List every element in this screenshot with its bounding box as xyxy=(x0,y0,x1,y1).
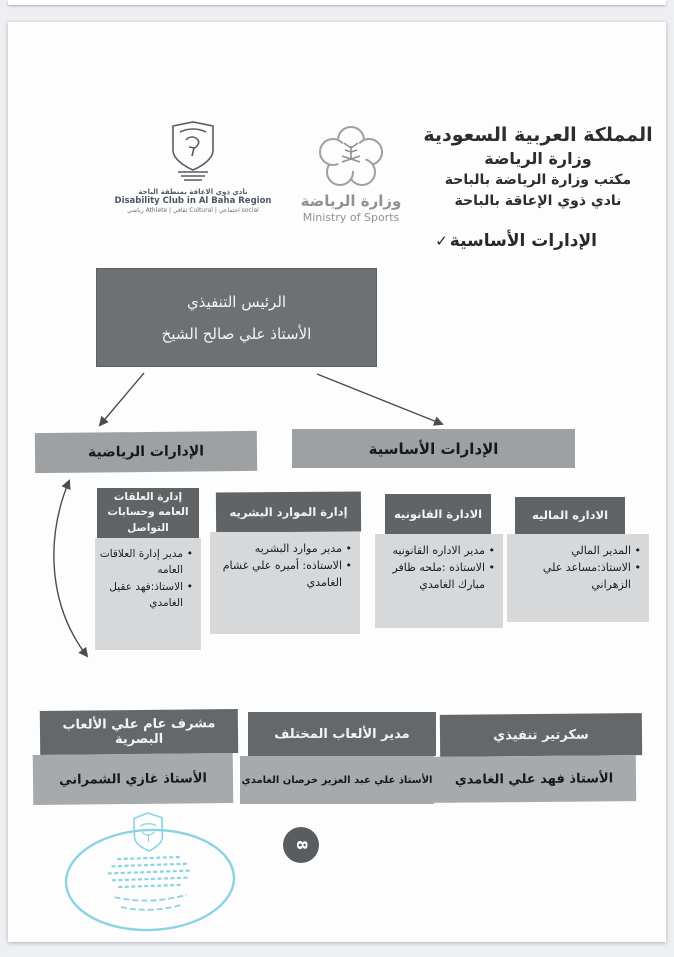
ministry-logo-english: Ministry of Sports xyxy=(302,211,400,224)
check-icon: ✓ xyxy=(435,232,448,250)
flower-emblem-icon xyxy=(312,122,390,186)
dept-finance-role: • المدير المالي xyxy=(511,542,641,559)
dept-legal-body xyxy=(375,534,503,628)
org-branch-basic: الإدارات الأساسية xyxy=(292,429,575,468)
bottom-games-director-title: مدير الألعاب المختلف xyxy=(248,712,436,756)
dept-legal-role: • مدير الاداره القانونيه xyxy=(379,542,495,559)
ministry-office-title: مكتب وزارة الرياضة بالباحة xyxy=(444,172,632,188)
ministry-logo-arabic: وزارة الرياضة xyxy=(300,192,402,210)
bottom-visual-games-supervisor-title: مشرف عام علي الألعاب البصرية xyxy=(40,709,238,755)
ministry-of-sports-logo xyxy=(280,122,422,224)
dept-hr-person: • الاستاذه: أميره علي غشام الغامدي xyxy=(214,557,352,591)
dept-hr-body xyxy=(210,532,360,634)
ceo-name: الأستاذ علي صالح الشيخ xyxy=(161,324,312,343)
official-header-text xyxy=(414,122,662,212)
club-logo-tagline: رياضي Athlete | ثقافي Cultural | اجتماعي social xyxy=(127,207,259,214)
bottom-games-director-name: الأستاذ علي عبد العزيز خرصان الغامدي xyxy=(240,756,434,804)
disability-club-logo xyxy=(111,120,275,214)
org-ceo-box xyxy=(96,268,377,367)
bottom-secretary-title: سكرتير تنفيذي xyxy=(440,713,642,757)
dept-finance-body xyxy=(507,534,649,622)
club-stamp xyxy=(64,810,236,933)
section-heading xyxy=(435,231,597,251)
kingdom-title: المملكة العربية السعودية xyxy=(423,124,653,146)
dept-finance-header: الاداره الماليه xyxy=(515,497,625,534)
dept-hr-role: • مدير موارد البشريه xyxy=(214,540,352,557)
ceo-title: الرئيس التنفيذي xyxy=(186,292,287,311)
club-logo-arabic: نادي ذوي الاعاقة بمنطقة الباحة xyxy=(138,188,248,196)
arrow-ceo-to-sports xyxy=(100,373,144,425)
previous-page-edge xyxy=(8,0,666,5)
document-page xyxy=(8,22,666,942)
dept-finance-person: • الاستاذ:مساعد علي الزهراني xyxy=(511,559,641,593)
section-heading-label: الإدارات الأساسية xyxy=(449,231,597,251)
bottom-visual-games-supervisor-name: الأستاذ غازي الشمراني xyxy=(33,753,234,805)
org-branch-sports: الإدارات الرياضية xyxy=(35,431,257,473)
ministry-title: وزارة الرياضة xyxy=(484,149,592,168)
arrow-ceo-to-basic xyxy=(317,374,442,424)
dept-legal-person: • الاستاذه :ملحه ظافر مبارك الغامدي xyxy=(379,559,495,593)
dept-pr-header: إدارة العلقات العامه وحسابات التواصل xyxy=(97,488,199,538)
dept-pr-person: • الاستاذ:فهد عقيل الغامدي xyxy=(99,579,193,612)
dept-pr-body xyxy=(95,538,201,650)
dept-pr-role: • مدير إدارة العلاقات العامه xyxy=(99,546,193,579)
club-title: نادي ذوي الإعاقة بالباحة xyxy=(454,193,622,209)
dept-hr-header: إدارة الموارد البشريه xyxy=(216,491,361,532)
bottom-secretary-name: الأستاذ فهد علي الغامدي xyxy=(432,755,636,803)
dept-legal-header: الادارة القانونيه xyxy=(385,494,491,534)
club-logo-english: Disability Club in Al Baha Region xyxy=(114,196,272,206)
page-number-badge: 8 xyxy=(283,827,319,863)
club-shield-icon xyxy=(160,120,226,182)
curved-double-arrow xyxy=(54,481,87,656)
